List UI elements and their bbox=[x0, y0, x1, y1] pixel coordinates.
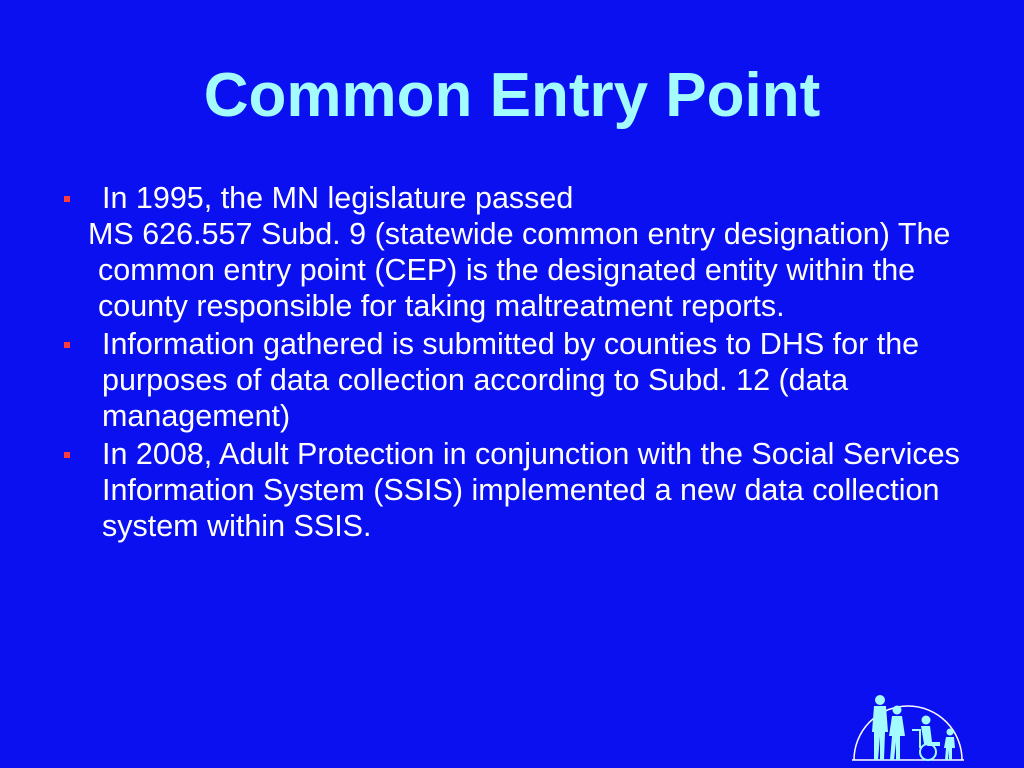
bullet-square-icon bbox=[64, 196, 70, 202]
bullet-list bbox=[56, 180, 976, 546]
bullet-text: Information gathered is submitted by counties to DHS for the purposes of data collection according to Subd. 12 (data management) bbox=[102, 327, 920, 433]
bullet-item bbox=[56, 436, 976, 544]
family-silhouette-logo-icon bbox=[850, 686, 966, 762]
bullet-text: In 1995, the MN legislature passed bbox=[102, 181, 574, 215]
bullet-text: In 2008, Adult Protection in conjunction with the Social Services Information System (SSIS) implemented a new data collection system within SSIS. bbox=[102, 437, 960, 543]
bullet-square-icon bbox=[64, 452, 70, 458]
bullet-item bbox=[56, 326, 976, 434]
bullet-continuation-text: MS 626.557 Subd. 9 (statewide common entry designation) The common entry point (CEP) is the designated entity within the county responsible for taking maltreatment reports. bbox=[88, 217, 951, 323]
bullet-square-icon bbox=[64, 342, 70, 348]
bullet-item bbox=[56, 180, 976, 324]
slide-title: Common Entry Point bbox=[203, 61, 821, 130]
